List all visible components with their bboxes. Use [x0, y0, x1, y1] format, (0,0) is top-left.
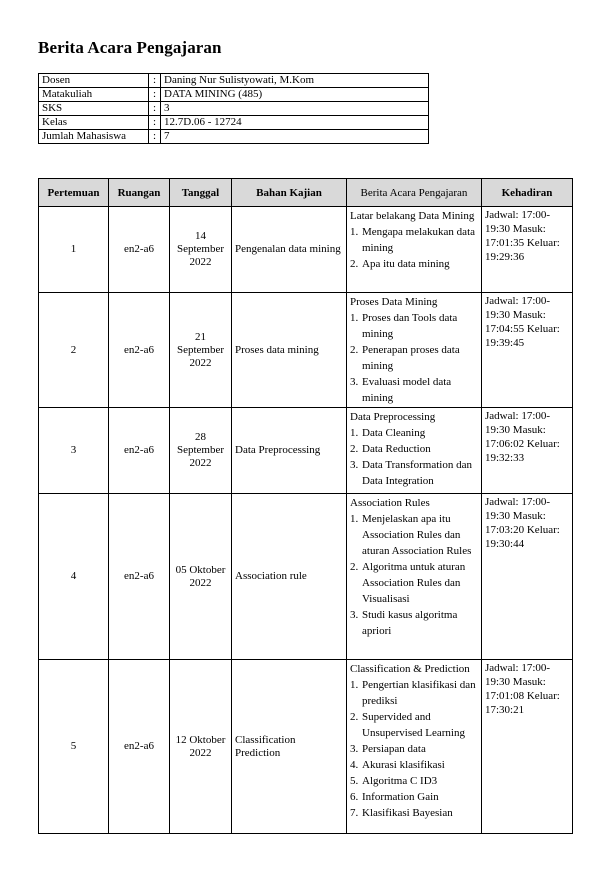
cell-pertemuan: 3 — [39, 408, 109, 494]
cell-ruangan: en2-a6 — [109, 293, 170, 408]
list-item: 1. Data Cleaning — [350, 427, 426, 439]
info-value: DATA MINING (485) — [161, 88, 429, 102]
cell-ruangan: en2-a6 — [109, 494, 170, 660]
info-table — [38, 73, 429, 144]
cell-pertemuan: 1 — [39, 207, 109, 293]
table-row — [39, 660, 573, 834]
info-row-matakuliah — [39, 88, 429, 102]
list-item: 1. Mengapa melakukan data mining — [350, 226, 476, 254]
cell-kehadiran: Jadwal: 17:00-19:30 Masuk: 17:01:08 Keluar: 17:30:21 — [482, 660, 573, 834]
list-item: 6. Information Gain — [350, 791, 439, 803]
cell-berita-acara — [347, 408, 482, 494]
cell-ruangan: en2-a6 — [109, 207, 170, 293]
cell-bahan-kajian: Proses data mining — [232, 293, 347, 408]
info-row-jumlah-mahasiswa — [39, 130, 429, 144]
cell-tanggal: 14 September 2022 — [170, 207, 232, 293]
cell-kehadiran: Jadwal: 17:00-19:30 Masuk: 17:04:55 Keluar: 19:39:45 — [482, 293, 573, 408]
list-item: 3. Studi kasus algoritma apriori — [350, 609, 458, 637]
info-sep: : — [149, 130, 161, 144]
cell-berita-acara — [347, 494, 482, 660]
info-value: Daning Nur Sulistyowati, M.Kom — [161, 74, 429, 88]
berita-acara-table — [38, 178, 573, 834]
list-item: 3. Data Transformation dan Data Integration — [350, 459, 472, 487]
column-header-berita-acara: Berita Acara Pengajaran — [347, 179, 482, 207]
list-item: 1. Pengertian klasifikasi dan prediksi — [350, 679, 476, 707]
page-title: Berita Acara Pengajaran — [38, 38, 222, 57]
column-header-ruangan: Ruangan — [109, 179, 170, 207]
cell-berita-acara — [347, 293, 482, 408]
table-header-row — [39, 179, 573, 207]
list-item: 2. Data Reduction — [350, 443, 431, 455]
info-key: Dosen — [39, 74, 149, 88]
list-item: 5. Algoritma C ID3 — [350, 775, 438, 787]
cell-tanggal: 21 September 2022 — [170, 293, 232, 408]
info-row-sks — [39, 102, 429, 116]
berita-title: Data Preprocessing — [350, 411, 436, 423]
info-sep: : — [149, 102, 161, 116]
berita-list — [350, 511, 478, 639]
list-item: 2. Apa itu data mining — [350, 258, 450, 270]
info-row-dosen — [39, 74, 429, 88]
berita-title: Proses Data Mining — [350, 296, 438, 308]
cell-kehadiran: Jadwal: 17:00-19:30 Masuk: 17:06:02 Keluar: 19:32:33 — [482, 408, 573, 494]
berita-title: Latar belakang Data Mining — [350, 210, 475, 222]
berita-list — [350, 425, 478, 489]
column-header-pertemuan: Pertemuan — [39, 179, 109, 207]
berita-list — [350, 677, 478, 821]
info-sep: : — [149, 88, 161, 102]
info-sep: : — [149, 116, 161, 130]
list-item: 1. Menjelaskan apa itu Association Rules dan aturan Association Rules — [350, 513, 472, 557]
cell-bahan-kajian: Association rule — [232, 494, 347, 660]
cell-kehadiran: Jadwal: 17:00-19:30 Masuk: 17:01:35 Keluar: 19:29:36 — [482, 207, 573, 293]
table-row — [39, 494, 573, 660]
berita-title: Classification & Prediction — [350, 663, 470, 675]
cell-bahan-kajian: Data Preprocessing — [232, 408, 347, 494]
cell-pertemuan: 2 — [39, 293, 109, 408]
cell-bahan-kajian: Pengenalan data mining — [232, 207, 347, 293]
berita-list — [350, 310, 478, 406]
column-header-tanggal: Tanggal — [170, 179, 232, 207]
info-key: Kelas — [39, 116, 149, 130]
column-header-bahan-kajian: Bahan Kajian — [232, 179, 347, 207]
table-row — [39, 408, 573, 494]
info-sep: : — [149, 74, 161, 88]
info-key: SKS — [39, 102, 149, 116]
cell-tanggal: 28 September 2022 — [170, 408, 232, 494]
table-row — [39, 207, 573, 293]
cell-kehadiran: Jadwal: 17:00-19:30 Masuk: 17:03:20 Keluar: 19:30:44 — [482, 494, 573, 660]
info-value: 3 — [161, 102, 429, 116]
cell-berita-acara — [347, 660, 482, 834]
berita-title: Association Rules — [350, 497, 430, 509]
list-item: 3. Persiapan data — [350, 743, 426, 755]
list-item: 3. Evaluasi model data mining — [350, 376, 452, 404]
info-row-kelas — [39, 116, 429, 130]
cell-tanggal: 05 Oktober 2022 — [170, 494, 232, 660]
list-item: 2. Supervided and Unsupervised Learning — [350, 711, 465, 739]
table-row — [39, 293, 573, 408]
list-item: 1. Proses dan Tools data mining — [350, 312, 458, 340]
info-key: Jumlah Mahasiswa — [39, 130, 149, 144]
berita-list — [350, 224, 478, 272]
list-item: 2. Penerapan proses data mining — [350, 344, 460, 372]
cell-berita-acara — [347, 207, 482, 293]
info-key: Matakuliah — [39, 88, 149, 102]
cell-ruangan: en2-a6 — [109, 408, 170, 494]
info-value: 12.7D.06 - 12724 — [161, 116, 429, 130]
cell-tanggal: 12 Oktober 2022 — [170, 660, 232, 834]
list-item: 4. Akurasi klasifikasi — [350, 759, 445, 771]
cell-pertemuan: 4 — [39, 494, 109, 660]
cell-bahan-kajian: Classification Prediction — [232, 660, 347, 834]
cell-pertemuan: 5 — [39, 660, 109, 834]
list-item: 2. Algoritma untuk aturan Association Rules dan Visualisasi — [350, 561, 466, 605]
column-header-kehadiran: Kehadiran — [482, 179, 573, 207]
info-value: 7 — [161, 130, 429, 144]
cell-ruangan: en2-a6 — [109, 660, 170, 834]
list-item: 7. Klasifikasi Bayesian — [350, 807, 453, 819]
